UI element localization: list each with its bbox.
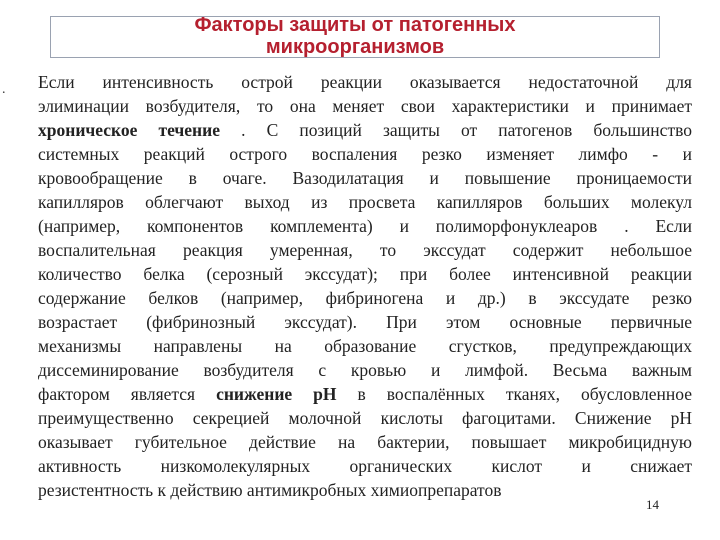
paragraph-line-7: (например, компонентов комплемента) и полиморфонуклеаров . Если [38, 216, 692, 236]
page-number: 14 [646, 497, 659, 512]
paragraph-line-5: кровообращение в очаге. Вазодилатация и повышение проницаемости [38, 168, 692, 188]
slide-title-box [50, 16, 660, 58]
paragraph-line-11: возрастает (фибринозный экссудат). При этом основные первичные [38, 312, 692, 332]
paragraph-line-14 [38, 382, 692, 406]
paragraph-line-10: содержание белков (например, фибриногена и др.) в экссудате резко [38, 288, 692, 308]
paragraph-line-16: оказывает губительное действие на бактерии, повышает микробицидную [38, 432, 692, 452]
paragraph-line-14-post: в воспалённых тканях, обусловленное [357, 384, 692, 404]
paragraph-line-4: системных реакций острого воспаления резко изменяет лимфо - и [38, 144, 692, 164]
bullet-marker: . [2, 82, 6, 97]
paragraph-line-1: Если интенсивность острой реакции оказывается недостаточной для [38, 72, 692, 92]
paragraph-line-17: активность низкомолекулярных органических кислот и снижает [38, 456, 692, 476]
paragraph-line-6: капилляров облегчают выход из просвета капилляров больших молекул [38, 192, 692, 212]
emphasis-chronic-course: хроническое течение [38, 120, 220, 140]
body-paragraph [38, 70, 692, 502]
paragraph-line-14-pre: фактором является [38, 384, 196, 404]
paragraph-line-3 [38, 118, 692, 142]
paragraph-line-18: резистентность к действию антимикробных химиопрепаратов [38, 480, 502, 500]
emphasis-ph-decrease: снижение рН [216, 384, 337, 404]
paragraph-line-12: механизмы направлены на образование сгустков, предупреждающих [38, 336, 692, 356]
paragraph-line-9: количество белка (серозный экссудат); при более интенсивной реакции [38, 264, 692, 284]
slide-title-line-1: Факторы защиты от патогенных [194, 16, 516, 36]
slide-title-line-2: микроорганизмов [265, 36, 445, 58]
paragraph-line-8: воспалительная реакция умеренная, то экссудат содержит небольшое [38, 240, 692, 260]
paragraph-line-2: элиминации возбудителя, то она меняет свои характеристики и принимает [38, 96, 692, 116]
paragraph-line-13: диссеминирование возбудителя с кровью и лимфой. Весьма важным [38, 360, 692, 380]
paragraph-line-15: преимущественно секрецией молочной кислоты фагоцитами. Снижение рН [38, 408, 692, 428]
paragraph-line-3-rest: . С позиций защиты от патогенов большинство [241, 120, 692, 140]
